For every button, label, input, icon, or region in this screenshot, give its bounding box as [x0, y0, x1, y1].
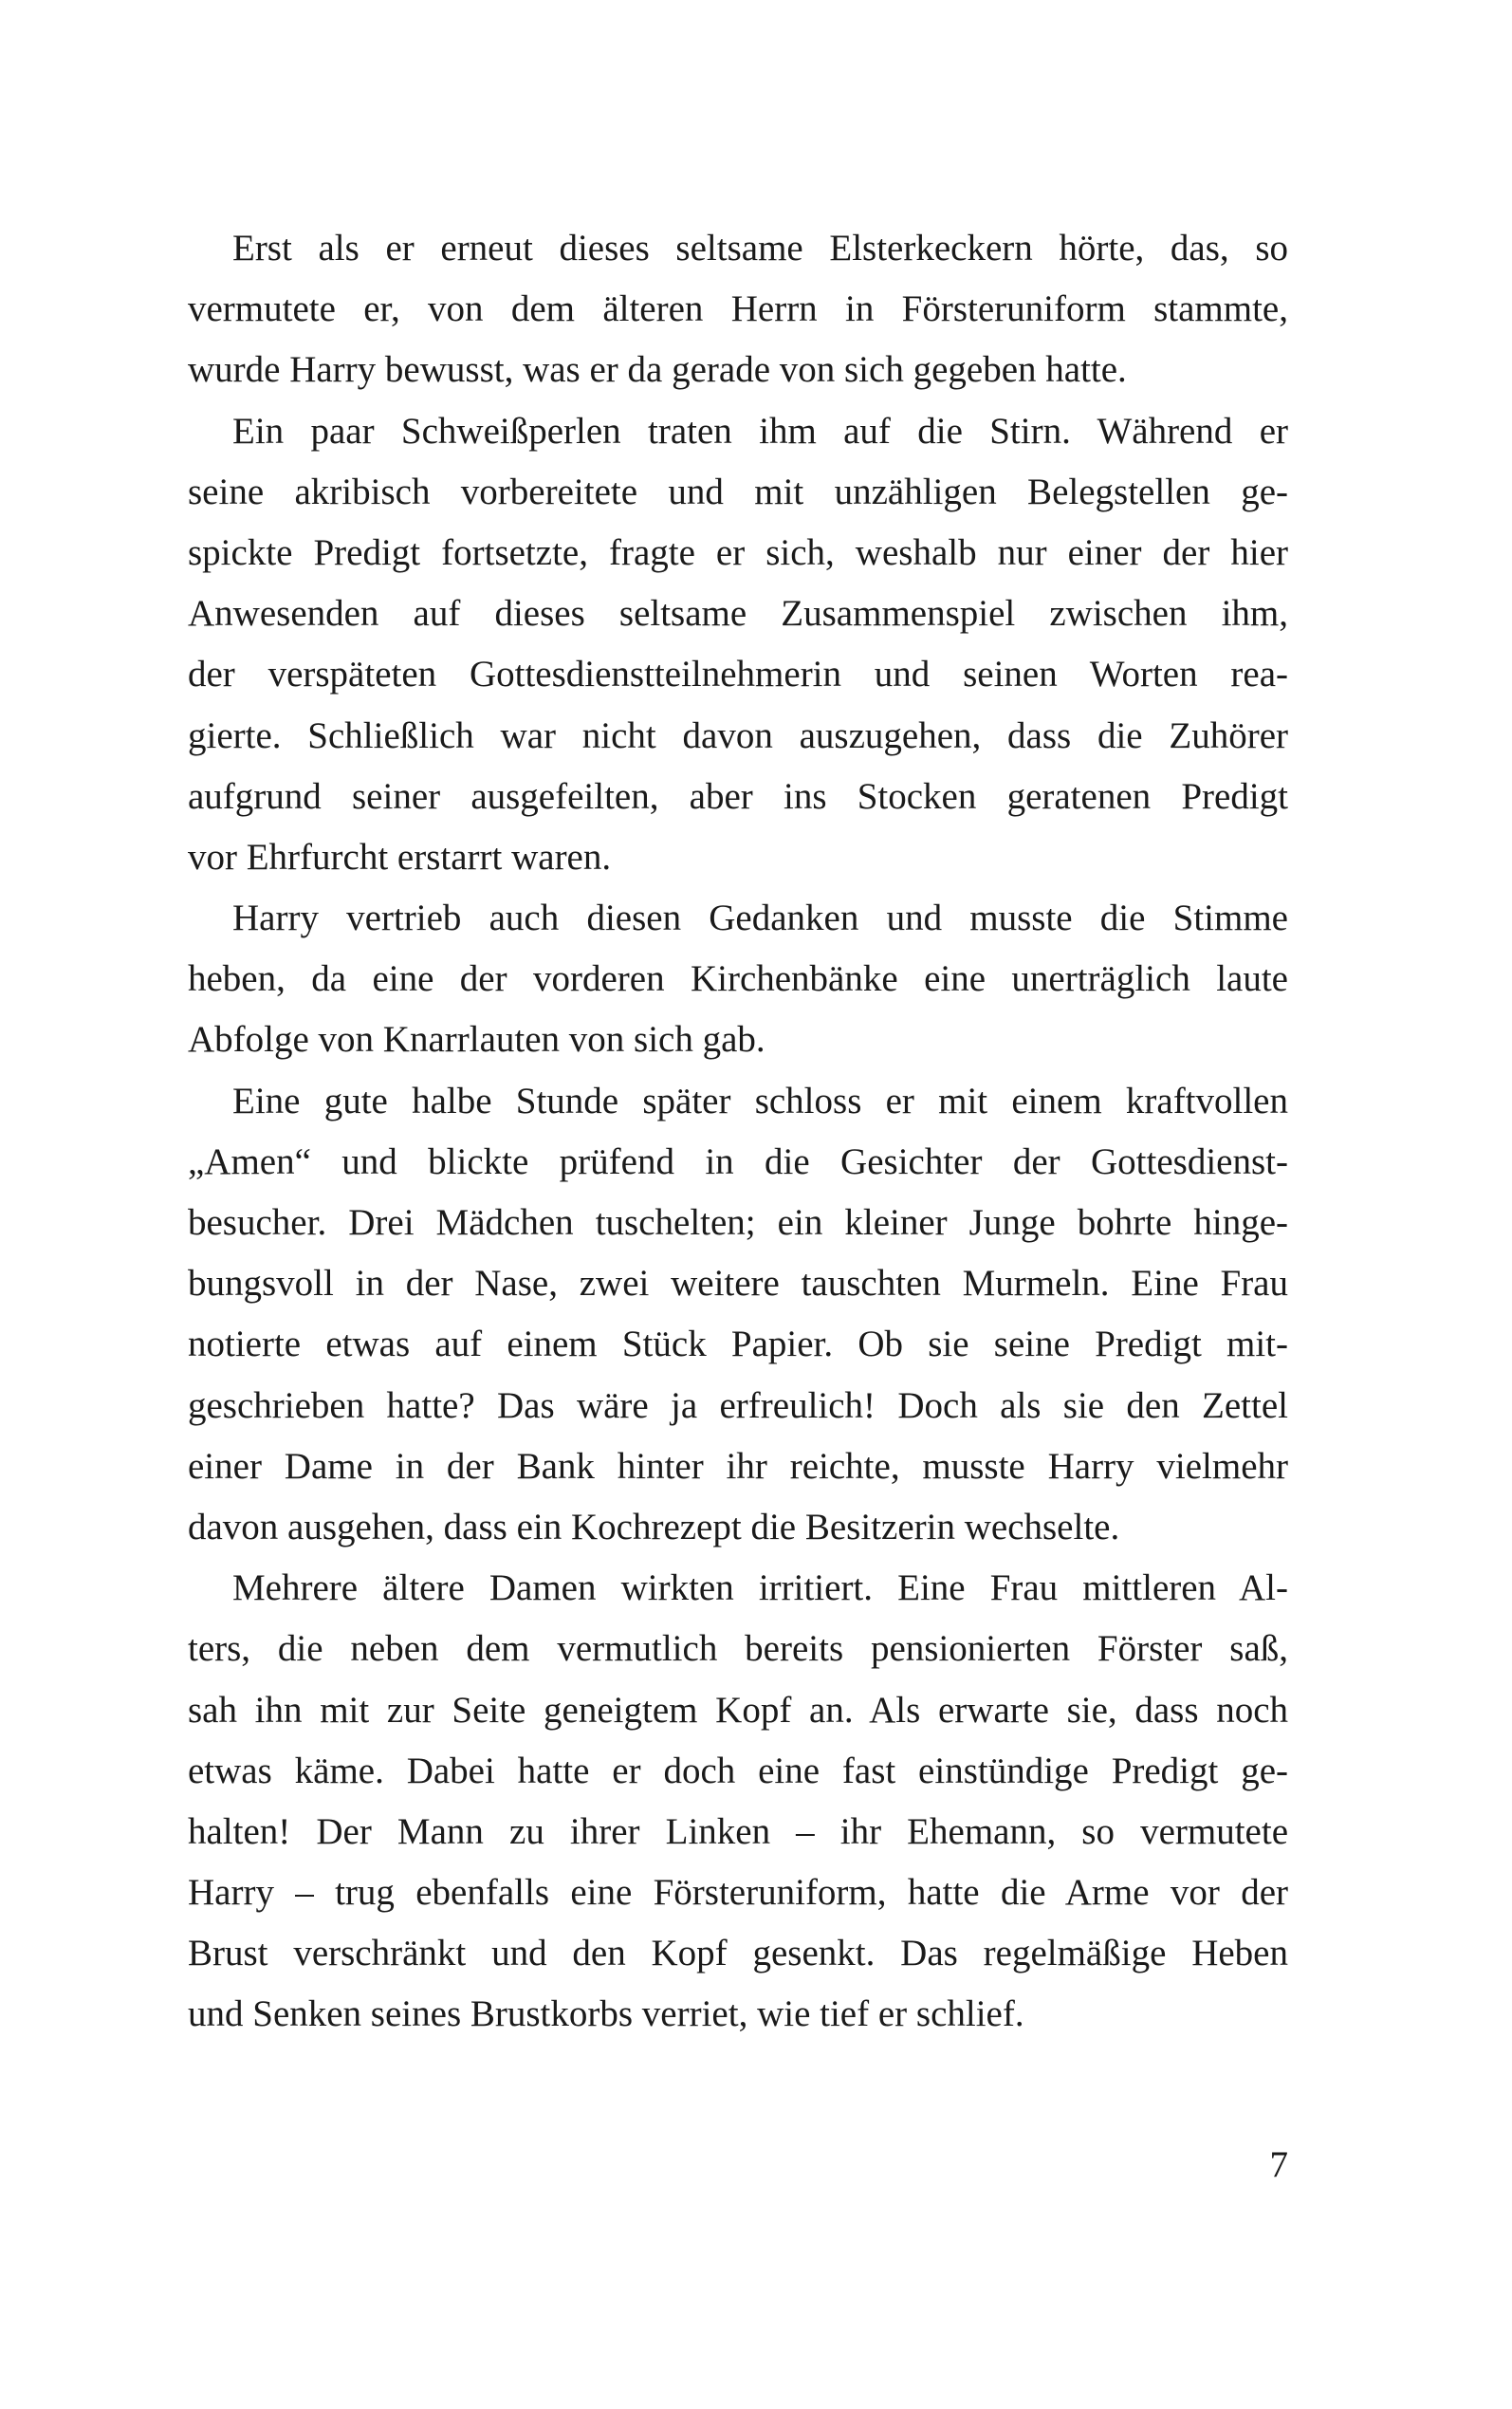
text-line: Ein paar Schweißperlen traten ihm auf die Stirn. Während er: [232, 410, 1288, 452]
paragraph-2: [188, 401, 1288, 889]
text-line: Erst als er erneut dieses seltsame Elsterkeckern hörte, das, so: [232, 228, 1288, 269]
text-line: „Amen“ und blickte prüfend in die Gesichter der Gottesdienst-: [188, 1140, 1288, 1182]
text-line: notierte etwas auf einem Stück Papier. Ob sie seine Predigt mit-: [188, 1324, 1288, 1365]
text-line: sah ihn mit zur Seite geneigtem Kopf an. Als erwarte sie, dass noch: [188, 1689, 1288, 1731]
text-line: ters, die neben dem vermutlich bereits pensionierten Förster saß,: [188, 1628, 1288, 1670]
paragraph-5: [188, 1558, 1288, 2046]
text-line: Abfolge von Knarrlauten von sich gab.: [188, 1019, 765, 1061]
text-line: Mehrere ältere Damen wirkten irritiert. Eine Frau mittleren Al-: [232, 1567, 1288, 1609]
text-line: wurde Harry bewusst, was er da gerade von sich gegeben hatte.: [188, 349, 1127, 391]
paragraph-3: [188, 888, 1288, 1071]
text-line: halten! Der Mann zu ihrer Linken – ihr Ehemann, so vermutete: [188, 1810, 1288, 1852]
text-line: Eine gute halbe Stunde später schloss er mit einem kraftvollen: [232, 1080, 1288, 1121]
text-line: etwas käme. Dabei hatte er doch eine fast einstündige Predigt ge-: [188, 1750, 1288, 1791]
text-line: und Senken seines Brustkorbs verriet, wie tief er schlief.: [188, 1993, 1024, 2035]
page-number: 7: [1269, 2144, 1288, 2185]
text-line: seine akribisch vorbereitete und mit unzähligen Belegstellen ge-: [188, 471, 1288, 512]
text-line: gierte. Schließlich war nicht davon auszugehen, dass die Zuhörer: [188, 714, 1288, 756]
text-line: Harry vertrieb auch diesen Gedanken und musste die Stimme: [232, 898, 1288, 939]
text-line: besucher. Drei Mädchen tuschelten; ein kleiner Junge bohrte hinge-: [188, 1202, 1288, 1243]
text-line: davon ausgehen, dass ein Kochrezept die Besitzerin wechselte.: [188, 1506, 1120, 1547]
text-line: Anwesenden auf dieses seltsame Zusammenspiel zwischen ihm,: [188, 593, 1288, 635]
text-line: aufgrund seiner ausgefeilten, aber ins Stocken geratenen Predigt: [188, 775, 1288, 817]
text-line: heben, da eine der vorderen Kirchenbänke eine unerträglich laute: [188, 958, 1288, 1000]
text-line: geschrieben hatte? Das wäre ja erfreulich! Doch als sie den Zettel: [188, 1384, 1288, 1426]
text-line: vermutete er, von dem älteren Herrn in Försteruniform stammte,: [188, 288, 1288, 330]
text-line: einer Dame in der Bank hinter ihr reichte, musste Harry vielmehr: [188, 1445, 1288, 1487]
text-line: vor Ehrfurcht erstarrt waren.: [188, 836, 612, 878]
paragraph-1: [188, 218, 1288, 401]
text-line: Harry – trug ebenfalls eine Försteruniform, hatte die Arme vor der: [188, 1872, 1288, 1914]
body-text: [188, 218, 1288, 2046]
text-line: spickte Predigt fortsetzte, fragte er sich, weshalb nur einer der hier: [188, 531, 1288, 573]
text-line: der verspäteten Gottesdienstteilnehmerin und seinen Worten rea-: [188, 654, 1288, 695]
text-line: bungsvoll in der Nase, zwei weitere tauschten Murmeln. Eine Frau: [188, 1263, 1288, 1305]
text-line: Brust verschränkt und den Kopf gesenkt. Das regelmäßige Heben: [188, 1933, 1288, 1974]
paragraph-4: [188, 1071, 1288, 1559]
